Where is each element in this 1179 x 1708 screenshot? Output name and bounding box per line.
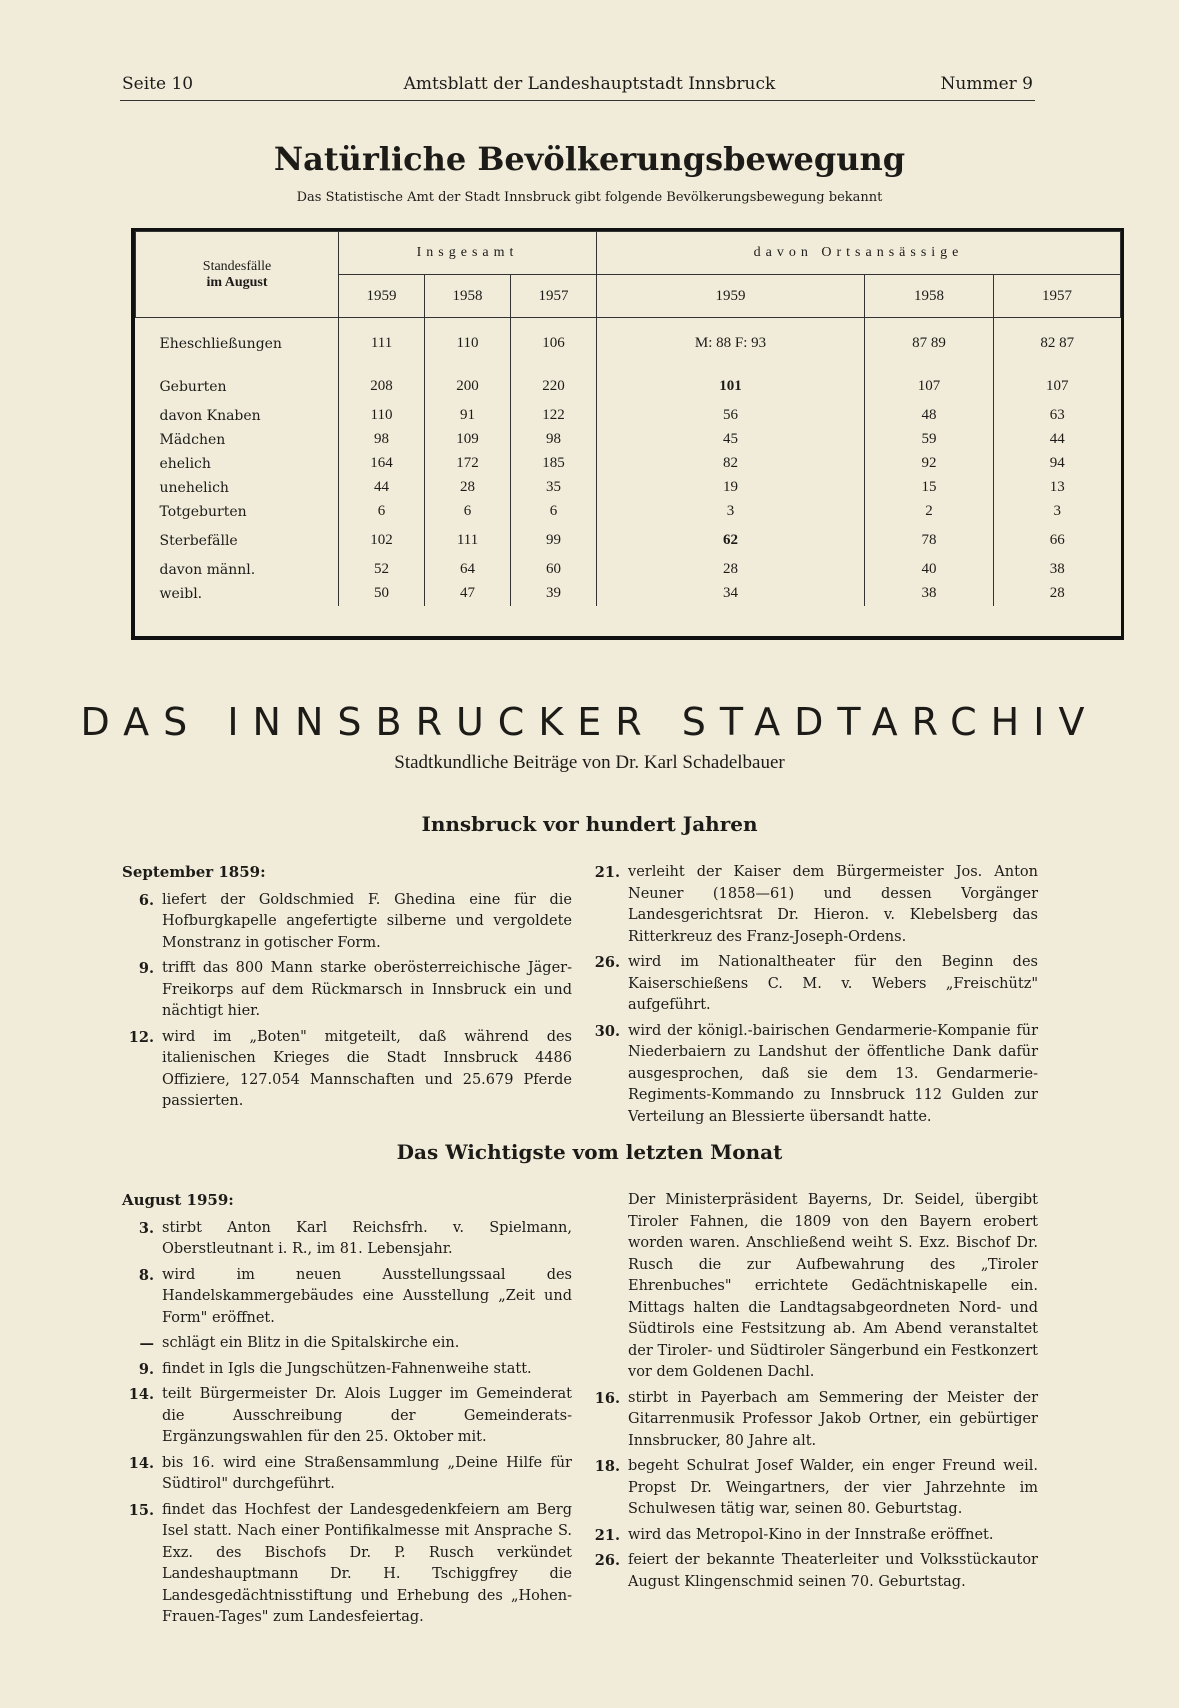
chronicle-entry	[588, 1550, 1038, 1593]
entry-day: 14.	[128, 1386, 154, 1403]
table-row	[136, 370, 1121, 404]
entry-text: verleiht der Kaiser dem Bürgermeister Jos. Anton Neuner (1858—61) und dessen Vorgänger Landesgerichtsrat Dr. Hieron. v. Klebelsberg das Ritterkreuz des Franz-Joseph-Ordens.	[628, 864, 1038, 945]
table-cell: 82 87	[993, 318, 1120, 370]
table-cell: 220	[511, 370, 597, 404]
stats-subtitle: Das Statistische Amt der Stadt Innsbruck gibt folgende Bevölkerungsbewegung bekannt	[296, 190, 883, 205]
table-cell: 200	[425, 370, 511, 404]
chronicle-entry	[122, 890, 572, 955]
table-cell: 15	[865, 476, 994, 500]
chronicle-entry	[588, 1388, 1038, 1453]
entry-text: stirbt in Payerbach am Semmering der Meister der Gitarrenmusik Professor Jakob Ortner, ein gebürtiger Innsbrucker, 80 Jahre alt.	[628, 1389, 1038, 1449]
entry-day: —	[139, 1335, 154, 1352]
entry-text: liefert der Goldschmied F. Ghedina eine für die Hofburgkapelle angefertigte silberne und vergoldete Monstranz in gotischer Form.	[162, 891, 572, 951]
entry-day: 30.	[594, 1022, 620, 1040]
table-cell: 56	[597, 404, 865, 428]
table-cell: 38	[865, 582, 994, 606]
table-cell: 34	[597, 582, 865, 606]
row-label: Mädchen	[159, 431, 226, 448]
table-cell: 94	[993, 452, 1120, 476]
year-header: 1959	[597, 275, 865, 318]
table-cell: 28	[993, 582, 1120, 606]
chronicle-entry	[588, 1021, 1038, 1129]
table-cell: 50	[339, 582, 425, 606]
table-cell: 45	[597, 428, 865, 452]
table-cell: 98	[339, 428, 425, 452]
table-cell: 107	[993, 370, 1120, 404]
entry-text: bis 16. wird eine Straßensammlung „Deine Hilfe für Südtirol" durchgeführt.	[162, 1454, 572, 1492]
month-column-right	[588, 1190, 1038, 1597]
chronicle-entry	[588, 1190, 1038, 1384]
chronicle-entry	[122, 1500, 572, 1629]
row-label: davon männl.	[159, 561, 256, 578]
table-cell: 38	[993, 558, 1120, 582]
chronicle-entry	[122, 1384, 572, 1449]
chronicle-entry	[122, 1265, 572, 1330]
entry-text: trifft das 800 Mann starke oberösterreichische Jäger-Freikorps auf dem Rückmarsch in Innsbruck ein und nächtigt hier.	[162, 960, 572, 1019]
table-cell: 59	[865, 428, 994, 452]
entry-day: 15.	[128, 1501, 154, 1519]
entry-day: 6.	[138, 891, 154, 909]
row-label: ehelich	[159, 455, 211, 472]
table-cell: 110	[339, 404, 425, 428]
archive-subtitle: Stadtkundliche Beiträge von Dr. Karl Schadelbauer	[394, 752, 785, 773]
table-cell: 62	[597, 524, 865, 558]
history-title: Innsbruck vor hundert Jahren	[421, 812, 758, 836]
table-cell: 39	[511, 582, 597, 606]
entry-text: wird im neuen Ausstellungssaal des Handelskammergebäudes eine Ausstellung „Zeit und Form" eröffnet.	[162, 1266, 572, 1326]
entry-text: wird das Metropol-Kino in der Innstraße eröffnet.	[628, 1526, 994, 1543]
table-cell: 6	[425, 500, 511, 524]
table-row	[136, 558, 1121, 582]
row-label: Totgeburten	[159, 503, 247, 520]
table-cell: 82	[597, 452, 865, 476]
table-cell: 52	[339, 558, 425, 582]
row-label: unehelich	[159, 479, 229, 496]
row-label: Eheschließungen	[159, 335, 282, 352]
table-cell: 60	[511, 558, 597, 582]
entry-text: wird im Nationaltheater für den Beginn des Kaiserschießens C. M. v. Webers „Freischütz" aufgeführt.	[628, 954, 1038, 1013]
population-table	[131, 228, 1124, 640]
table-cell: 13	[993, 476, 1120, 500]
table-cell: 28	[425, 476, 511, 500]
table-cell: 2	[865, 500, 994, 524]
stats-title: Natürliche Bevölkerungsbewegung	[273, 140, 906, 178]
month-title: Das Wichtigste vom letzten Monat	[396, 1140, 783, 1164]
table-row	[136, 524, 1121, 558]
history-month: September 1859:	[122, 863, 266, 881]
entry-text: teilt Bürgermeister Dr. Alois Lugger im Gemeinderat die Ausschreibung der Gemeinderats-Ergänzungswahlen für den 25. Oktober mit.	[162, 1386, 572, 1445]
issue-number: Nummer 9	[940, 74, 1033, 94]
table-cell: 44	[993, 428, 1120, 452]
table-cell: 172	[425, 452, 511, 476]
entry-day: 26.	[594, 954, 620, 971]
table-cell: 3	[993, 500, 1120, 524]
table-cell: 19	[597, 476, 865, 500]
chronicle-entry	[588, 1525, 1038, 1547]
table-cell: 185	[511, 452, 597, 476]
entry-text: begeht Schulrat Josef Walder, ein enger Freund weil. Propst Dr. Weingartners, der vier Jahrzehnte im Schulwesen tätig war, seinen 80. Geburtstag.	[628, 1458, 1038, 1517]
month-column-left	[122, 1190, 572, 1633]
entry-day: 21.	[594, 1526, 620, 1544]
archive-title: DAS INNSBRUCKER STADTARCHIV	[80, 700, 1099, 744]
entry-day: 9.	[138, 960, 154, 977]
table-cell: 99	[511, 524, 597, 558]
entry-text: stirbt Anton Karl Reichsfrh. v. Spielmann, Oberstleutnant i. R., im 81. Lebensjahr.	[162, 1219, 572, 1257]
table-cell: 164	[339, 452, 425, 476]
table-cell: 208	[339, 370, 425, 404]
month-label: August 1959:	[122, 1191, 234, 1209]
history-column-left	[122, 862, 572, 1117]
entry-text: feiert der bekannte Theaterleiter und Volksstückautor August Klingenschmid seinen 70. Geburtstag.	[628, 1552, 1038, 1590]
table-cell: 66	[993, 524, 1120, 558]
table-cell: 63	[993, 404, 1120, 428]
table-cell: 78	[865, 524, 994, 558]
row-header: Standesfälle im August	[136, 232, 339, 318]
page-number: Seite 10	[122, 74, 194, 94]
table-cell: 87 89	[865, 318, 994, 370]
table-cell: 107	[865, 370, 994, 404]
table-cell: 47	[425, 582, 511, 606]
chronicle-entry	[122, 1359, 572, 1381]
entry-text: Der Ministerpräsident Bayerns, Dr. Seidel, übergibt Tiroler Fahnen, die 1809 von den Bayern erobert worden waren. Anschließend weiht S. Exz. Bischof Dr. Rusch die zur Aufbewahrung des „Tiroler Ehrenbuches" errichtete Gedächtniskapelle ein. Mittags halten die Landtagsabgeordneten Nord- und Südtirols eine Festsitzung ab. Am Abend veranstaltet der Tiroler- und Südtiroler Sängerbund ein Festkonzert vor dem Goldenen Dachl.	[628, 1192, 1038, 1380]
chronicle-entry	[122, 1453, 572, 1496]
row-label: Sterbefälle	[159, 532, 238, 549]
table-cell: M: 88 F: 93	[597, 318, 865, 370]
entry-day: 18.	[594, 1458, 620, 1475]
row-label: davon Knaben	[159, 407, 261, 424]
entry-day: 9.	[138, 1360, 154, 1378]
table-row	[136, 582, 1121, 606]
history-column-right	[588, 862, 1038, 1132]
table-cell: 91	[425, 404, 511, 428]
table-cell: 6	[511, 500, 597, 524]
table-cell: 64	[425, 558, 511, 582]
table-row	[136, 428, 1121, 452]
table-row	[136, 452, 1121, 476]
entry-text: findet das Hochfest der Landesgedenkfeiern am Berg Isel statt. Nach einer Pontifikalmesse mit Ansprache S. Exz. des Bischofs Dr. P. Rusch verkündet Landeshauptmann Dr. H. Tschiggfrey die Landesgedächtnisstiftung und Erhebung des „Hohen-Frauen-Tages" zum Landesfeiertag.	[162, 1501, 572, 1625]
chronicle-entry	[122, 1218, 572, 1261]
year-header: 1958	[865, 275, 994, 318]
table-cell: 6	[339, 500, 425, 524]
table-cell: 40	[865, 558, 994, 582]
entry-day: 14.	[128, 1454, 154, 1472]
year-header: 1959	[339, 275, 425, 318]
publication-title: Amtsblatt der Landeshauptstadt Innsbruck	[403, 74, 776, 94]
entry-day: 26.	[594, 1552, 620, 1569]
entry-text: schlägt ein Blitz in die Spitalskirche ein.	[162, 1335, 460, 1351]
table-cell: 102	[339, 524, 425, 558]
group-residents: davon Ortsansässige	[597, 232, 1121, 275]
entry-day: 21.	[594, 864, 620, 881]
chronicle-entry	[122, 1333, 572, 1355]
year-header: 1957	[993, 275, 1120, 318]
table-cell: 3	[597, 500, 865, 524]
table-cell: 111	[425, 524, 511, 558]
chronicle-entry	[588, 952, 1038, 1017]
table-row	[136, 404, 1121, 428]
chronicle-entry	[122, 958, 572, 1023]
year-header: 1958	[425, 275, 511, 318]
table-cell: 98	[511, 428, 597, 452]
entry-day: 16.	[594, 1389, 620, 1407]
entry-day: 3.	[138, 1219, 154, 1237]
entry-day	[588, 1190, 628, 1384]
table-row	[136, 318, 1121, 370]
row-label: Geburten	[159, 378, 227, 395]
table-cell: 106	[511, 318, 597, 370]
header-rule	[120, 100, 1035, 101]
table-cell: 92	[865, 452, 994, 476]
entry-day: 12.	[128, 1028, 154, 1046]
table-cell: 101	[597, 370, 865, 404]
entry-day: 8.	[138, 1266, 154, 1284]
table-row	[136, 500, 1121, 524]
group-total: Insgesamt	[339, 232, 597, 275]
year-header: 1957	[511, 275, 597, 318]
chronicle-entry	[588, 1456, 1038, 1521]
table-cell: 28	[597, 558, 865, 582]
table-cell: 35	[511, 476, 597, 500]
table-row	[136, 476, 1121, 500]
table-cell: 122	[511, 404, 597, 428]
chronicle-entry	[122, 1027, 572, 1113]
entry-text: wird der königl.-bairischen Gendarmerie-Kompanie für Niederbaiern zu Landshut der öffentliche Dank dafür ausgesprochen, daß sie dem 13. Gendarmerie-Regiments-Kommando zu Innsbruck 112 Gulden zur Verteilung an Blessierte übersandt hatte.	[628, 1022, 1038, 1125]
table-cell: 109	[425, 428, 511, 452]
entry-text: wird im „Boten" mitgeteilt, daß während des italienischen Krieges die Stadt Innsbruck 4486 Offiziere, 127.054 Mannschaften und 25.679 Pferde passierten.	[162, 1028, 572, 1109]
table-cell: 110	[425, 318, 511, 370]
entry-text: findet in Igls die Jungschützen-Fahnenweihe statt.	[162, 1360, 532, 1377]
table-cell: 111	[339, 318, 425, 370]
table-cell: 44	[339, 476, 425, 500]
table-cell: 48	[865, 404, 994, 428]
chronicle-entry	[588, 862, 1038, 948]
row-label: weibl.	[159, 585, 203, 602]
